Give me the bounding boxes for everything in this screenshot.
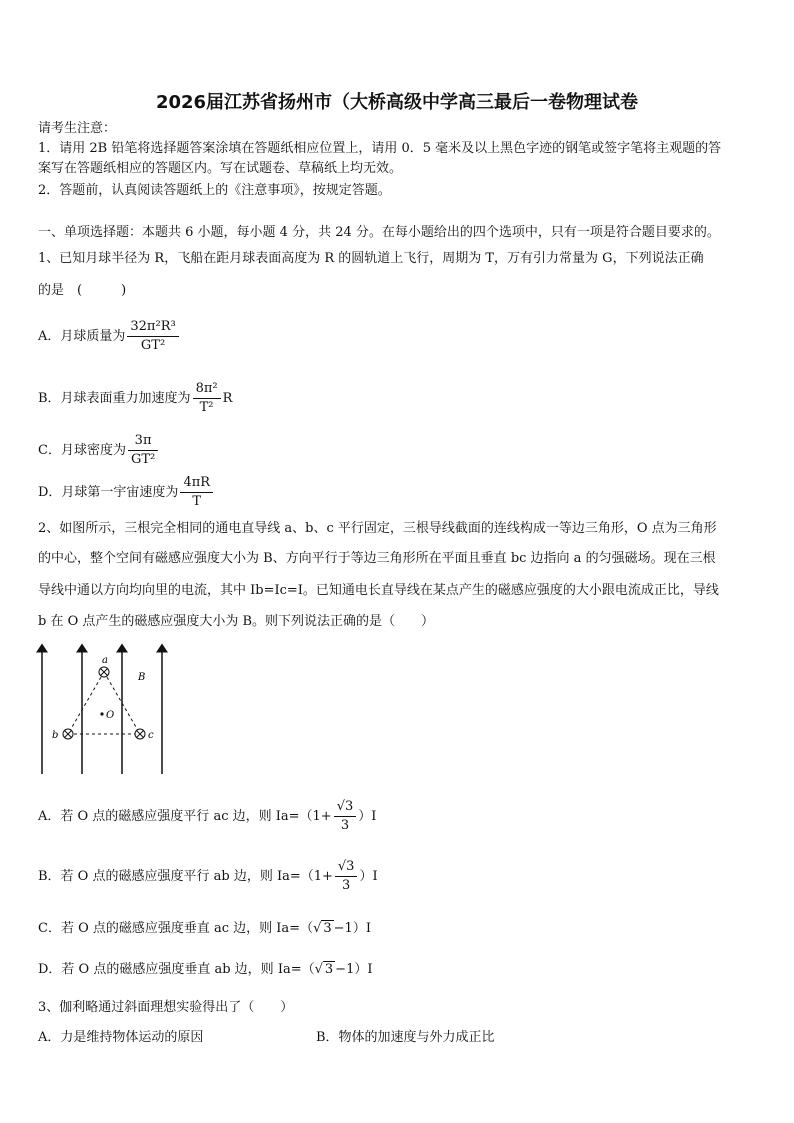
q1-option-c: C．月球密度为 $\frac{3\pi}{\text{GT²}}$: [38, 432, 160, 469]
wire-a: [99, 667, 109, 677]
label-c: c: [148, 730, 154, 741]
notice-heading: 请考生注意：: [38, 121, 117, 136]
q2-option-b: B．若 O 点的磁感应强度平行 ab 边，则 Ia=（1+ $\frac{√3}{3}$ ）I: [38, 859, 378, 893]
wire-diagram: [30, 642, 180, 777]
label-field-b: B: [138, 672, 146, 683]
question-2-stem: b 在 O 点产生的磁感应强度大小为 B。则下列说法正确的是（ ）: [38, 614, 435, 629]
q1-option-d: D．月球第一宇宙速度为 $\frac{4\pi R}{T}$: [38, 474, 215, 511]
label-b: b: [52, 730, 59, 741]
question-2-stem: 的中心，整个空间有磁感应强度大小为 B、方向平行于等边三角形所在平面且垂直 bc 边指向 a 的匀强磁场。现在三根: [38, 551, 716, 566]
q2-option-c: C．若 O 点的磁感应强度垂直 ac 边，则 Ia=（√ 3 −1）I: [38, 921, 371, 936]
label-o: O: [106, 710, 115, 721]
notice-item: 案写在答题纸相应的答题区内。写在试题卷、草稿纸上均无效。: [38, 161, 403, 176]
q2-option-d: D．若 O 点的磁感应强度垂直 ab 边，则 Ia=（√ 3 −1）I: [38, 962, 373, 977]
center-point: [100, 712, 103, 715]
wire-b: [63, 729, 73, 739]
section-heading: 一、单项选择题：本题共 6 小题，每小题 4 分，共 24 分。在每小题给出的四个选项中，只有一项是符合题目要求的。: [38, 225, 720, 240]
notice-item: 2．答题前，认真阅读答题纸上的《注意事项》，按规定答题。: [38, 183, 391, 198]
notice-item: 1．请用 2B 铅笔将选择题答案涂填在答题纸相应位置上，请用 0．5 毫米及以上黑色字迹的钢笔或签字笔将主观题的答: [38, 141, 722, 156]
formula: $\frac{√3}{3}$: [334, 798, 357, 835]
question-1-stem: 1、已知月球半径为 R，飞船在距月球表面高度为 R 的圆轨道上飞行，周期为 T，万有引力常量为 G，下列说法正确: [38, 251, 704, 266]
question-2-stem: 导线中通以方向均向里的电流，其中 Ib=Ic=I。已知通电长直导线在某点产生的磁感应强度的大小跟电流成正比，导线: [38, 583, 719, 598]
formula: $\frac{\text{32π²R³}}{\text{GT²}}$: [127, 318, 178, 355]
wire-c: [135, 729, 145, 739]
label-a: a: [102, 655, 108, 666]
q1-option-b: B．月球表面重力加速度为 $\frac{\text{8π²}}{\text{T²}}$ R: [38, 381, 233, 415]
page-title: 2026届江苏省扬州市（大桥高级中学高三最后一卷物理试卷: [155, 92, 639, 113]
q2-option-a: A．若 O 点的磁感应强度平行 ac 边，则 Ia=（1+ $\frac{√3}{3}$ ）I: [38, 799, 377, 833]
triangle-edge: [68, 672, 104, 734]
question-1-stem: 的是 ( ): [38, 283, 127, 298]
question-2-stem: 2、如图所示，三根完全相同的通电直导线 a、b、c 平行固定，三根导线截面的连线构成一等边三角形，O 点为三角形: [38, 521, 717, 536]
sqrt-symbol: √: [313, 921, 322, 936]
formula: $\frac{√3}{3}$: [335, 858, 358, 895]
q3-option-b: B．物体的加速度与外力成正比: [316, 1030, 495, 1045]
sqrt-symbol: √: [314, 962, 323, 977]
formula: $\frac{3\pi}{\text{GT²}}$: [128, 432, 158, 469]
q3-option-a: A．力是维持物体运动的原因: [38, 1030, 204, 1045]
q1-option-a: A．月球质量为 $\frac{\text{32π²R³}}{\text{GT²}}$: [38, 318, 181, 355]
formula: $\frac{\text{8π²}}{\text{T²}}$: [193, 380, 221, 417]
question-3-stem: 3、伽利略通过斜面理想实验得出了（ ）: [38, 1000, 294, 1015]
formula: $\frac{4\pi R}{T}$: [180, 474, 213, 511]
